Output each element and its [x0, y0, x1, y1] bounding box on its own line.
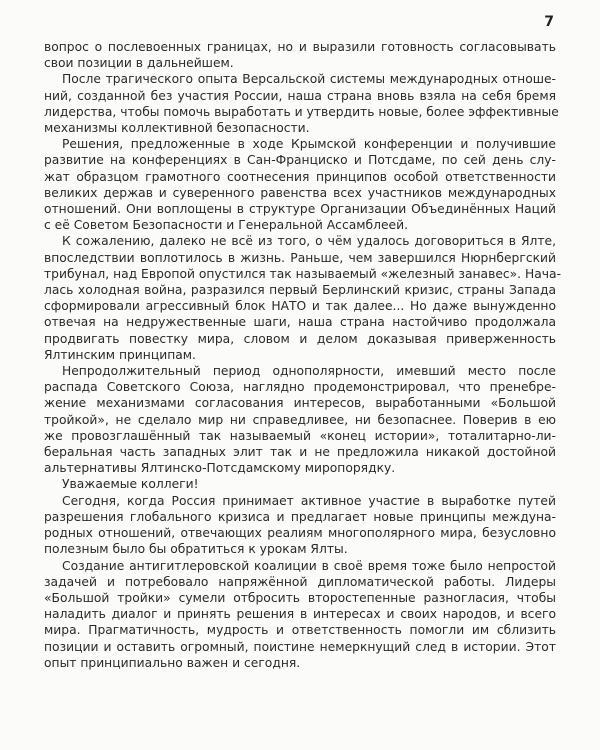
- text-line: задачей и потребовало напряжённой дипломатической работы. Лидеры: [44, 574, 556, 589]
- text-line: великих держав и суверенного равенства всех участников международных: [44, 185, 556, 200]
- text-line: лась холодная война, разразился первый Берлинский кризис, страны Запада: [44, 283, 556, 298]
- text-line: После трагического опыта Версальской системы международных отноше-: [62, 72, 556, 87]
- paragraph: [44, 363, 556, 476]
- paragraph: [44, 476, 556, 492]
- text-line: Непродолжительный период однополярности, имевший место после: [62, 364, 556, 379]
- text-line: беральная часть западных элит так и не предложила никакой достойной: [44, 445, 556, 460]
- text-line: опыт принципиально важен и сегодня.: [44, 655, 301, 670]
- text-line: отвечая на недружественные шаги, наша страна настойчиво продолжала: [44, 315, 556, 330]
- paragraph: [44, 71, 559, 136]
- text-line: «Большой тройки» сумели отбросить второстепенные разногласия, чтобы: [44, 590, 556, 605]
- text-line: продвигать повестку мира, словом и делом доказывая приверженность: [44, 331, 556, 346]
- text-line: наладить диалог и принять решения в интересах и своих народов, и всего: [44, 607, 556, 622]
- text-line: позиции и оставить огромный, поистине немеркнущий след в истории. Этот: [44, 639, 556, 654]
- text-line: тройкой», не сделало мир ни справедливее, ни безопаснее. Поверив в ею: [44, 412, 556, 427]
- text-line: свои позиции в дальнейшем.: [44, 56, 234, 71]
- text-line: вопрос о послевоенных границах, но и выразили готовность согласовывать: [44, 40, 556, 54]
- text-line: родных отношений, отвечающих реалиям многополярного мира, безусловно: [44, 526, 556, 541]
- text-line: трибунал, над Европой опустился так называемый «железный занавес». Нача-: [44, 266, 562, 281]
- text-line: Решения, предложенные в ходе Крымской конференции и получившие: [62, 137, 556, 152]
- text-line: полезным было бы обратиться к урокам Ялты.: [44, 542, 348, 557]
- text-line: разрешения глобального кризиса и предлагает новые принципы междуна-: [44, 509, 556, 524]
- text-line: распада Советского Союза, наглядно продемонстрировал, что пренебре-: [44, 380, 556, 395]
- paragraph: [44, 136, 556, 233]
- text-line: же провозглашённый так называемый «конец истории», тоталитарно-ли-: [44, 428, 556, 443]
- text-line: сформировали агрессивный блок НАТО и так далее... Но даже вынужденно: [44, 299, 556, 314]
- text-line: ний, созданной без участия России, наша страна вновь взяла на себя бремя: [44, 88, 556, 103]
- text-line: альтернативы Ялтинско-Потсдамскому миропорядку.: [44, 461, 396, 476]
- text-line: лидерства, чтобы помочь выработать и утвердить новые, более эффективные: [44, 104, 559, 119]
- body-text: [44, 39, 562, 671]
- text-line: с её Советом Безопасности и Генеральной Ассамблеей.: [44, 218, 408, 233]
- paragraph: [44, 233, 562, 363]
- text-line: жение механизмами согласования интересов, выработанными «Большой: [44, 396, 556, 411]
- text-line: отношений. Они воплощены в структуре Организации Объединённых Наций: [44, 202, 556, 217]
- text-line: развитие на конференциях в Сан-Франциско и Потсдаме, по сей день слу-: [44, 153, 556, 168]
- text-line: жат образцом грамотного соотнесения принципов особой ответственности: [44, 169, 556, 184]
- text-line: Создание антигитлеровской коалиции в своё время тоже было непростой: [62, 558, 556, 573]
- text-line: Уважаемые коллеги!: [62, 477, 199, 492]
- paragraph: [44, 39, 556, 71]
- text-line: Ялтинским принципам.: [44, 347, 196, 362]
- text-line: мира. Прагматичность, мудрость и ответственность помогли им сблизить: [44, 623, 556, 638]
- paragraph: [44, 558, 556, 671]
- text-line: К сожалению, далеко не всё из того, о чём удалось договориться в Ялте,: [62, 234, 556, 249]
- text-line: механизмы коллективной безопасности.: [44, 121, 310, 136]
- text-line: Сегодня, когда Россия принимает активное участие в выработке путей: [62, 493, 556, 508]
- text-line: впоследствии воплотилось в жизнь. Раньше, чем завершился Нюрнбергский: [44, 250, 556, 265]
- page-number: 7: [544, 14, 554, 30]
- paragraph: [44, 493, 556, 558]
